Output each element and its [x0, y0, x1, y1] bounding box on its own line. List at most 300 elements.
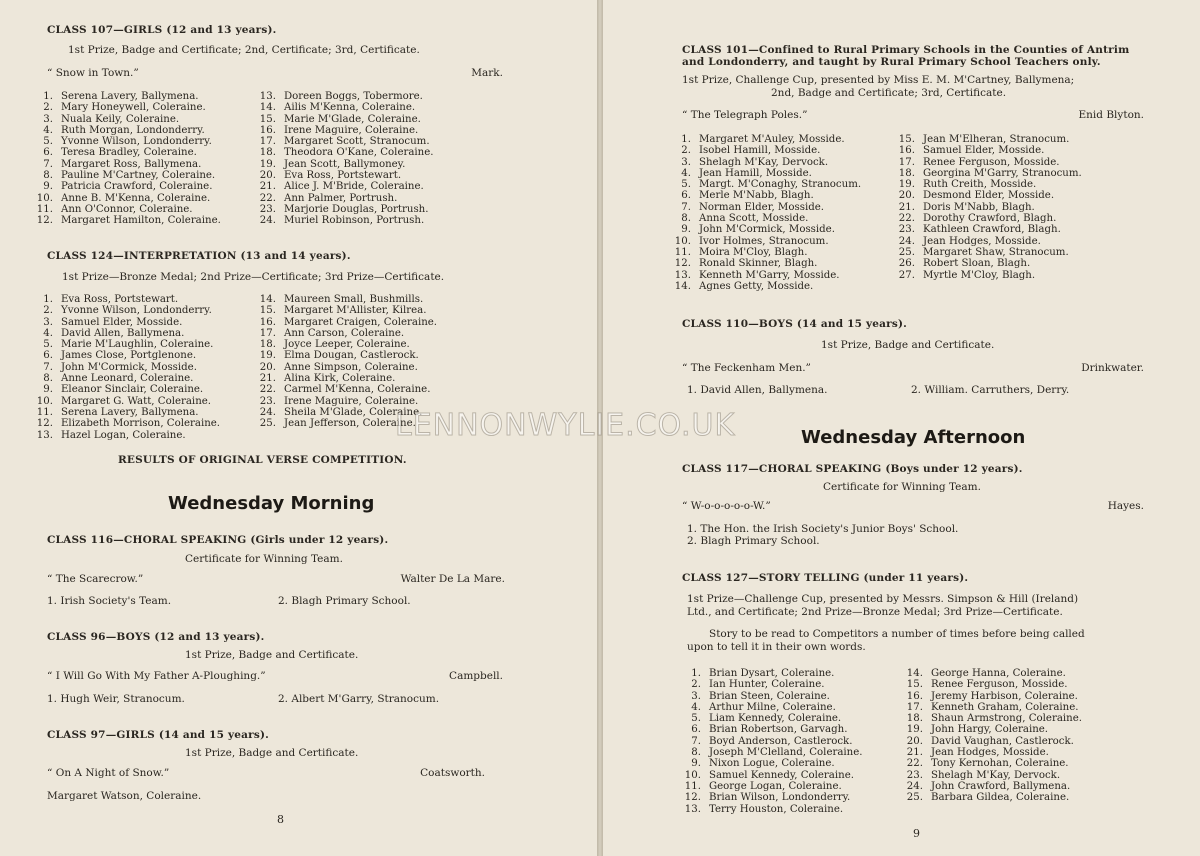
list-item-number: 14. — [259, 102, 276, 114]
class-116-result-1: 1. Irish Society's Team. — [47, 595, 172, 607]
list-item-name: Marjorie Douglas, Portrush. — [284, 203, 429, 215]
list-item-name: Pauline M'Cartney, Coleraine. — [61, 170, 216, 182]
list-item — [254, 125, 434, 136]
list-item-number: 19. — [906, 724, 923, 736]
list-item-name: Anne B. M'Kenna, Coleraine. — [61, 192, 211, 204]
list-item — [669, 134, 861, 145]
list-item-name: Shelagh M'Kay, Dervock. — [931, 769, 1061, 781]
list-item-name: Ailis M'Kenna, Coleraine. — [284, 102, 416, 114]
list-item-number: 11. — [36, 406, 53, 418]
list-item — [669, 247, 861, 258]
list-item — [669, 236, 861, 247]
list-item — [893, 236, 1082, 247]
list-item — [254, 170, 434, 181]
list-item-name: Samuel Elder, Mosside. — [61, 316, 183, 328]
class-116-result-2: 2. Blagh Primary School. — [278, 595, 411, 607]
page-right — [602, 0, 1200, 856]
list-item — [679, 804, 863, 815]
list-item — [893, 213, 1082, 224]
list-item — [669, 157, 861, 168]
list-item-name: Kenneth M'Garry, Mosside. — [699, 269, 840, 281]
list-item-number: 22. — [259, 192, 276, 204]
list-item — [669, 281, 861, 292]
list-item — [679, 770, 863, 781]
list-item-number: 15. — [906, 679, 923, 691]
list-item — [679, 724, 863, 735]
list-item-name: Alice J. M'Bride, Coleraine. — [284, 181, 424, 193]
list-item — [254, 102, 434, 113]
class-117-author: Hayes. — [1107, 500, 1144, 512]
list-item-number: 4. — [43, 124, 53, 136]
list-item-name: Margaret M'Auley, Mosside. — [699, 134, 845, 145]
list-item-name: Eleanor Sinclair, Coleraine. — [61, 384, 204, 396]
list-item-name: Margt. M'Conaghy, Stranocum. — [699, 179, 862, 191]
list-item-name: Samuel Kennedy, Coleraine. — [709, 769, 854, 781]
list-item — [254, 350, 437, 361]
list-item-number: 13. — [259, 91, 276, 102]
class-97-heading: CLASS 97—GIRLS (14 and 15 years). — [47, 729, 270, 741]
list-item-number: 16. — [259, 316, 276, 328]
class-110-heading: CLASS 110—BOYS (14 and 15 years). — [682, 318, 908, 330]
list-item — [254, 114, 434, 125]
list-item — [254, 305, 437, 316]
list-item — [679, 668, 863, 679]
list-item-number: 23. — [259, 395, 276, 407]
list-item — [901, 702, 1082, 713]
class-127-note-1: Story to be read to Competitors a number of times before being called — [709, 628, 1085, 640]
list-item — [893, 202, 1082, 213]
list-item-number: 5. — [43, 339, 53, 351]
list-item-number: 18. — [898, 167, 915, 179]
list-item — [254, 294, 437, 305]
list-item-number: 12. — [674, 258, 691, 270]
list-item-name: Ann Carson, Coleraine. — [284, 327, 405, 339]
list-item — [679, 679, 863, 690]
list-item-name: Isobel Hamill, Mosside. — [699, 145, 821, 157]
list-item-number: 23. — [906, 769, 923, 781]
list-item-number: 2. — [43, 305, 53, 317]
list-item — [893, 190, 1082, 201]
list-item — [669, 168, 861, 179]
session-heading-morning: Wednesday Morning — [168, 493, 375, 514]
list-item-name: Brian Robertson, Garvagh. — [709, 724, 848, 736]
list-item-name: Eva Ross, Portstewart. — [284, 170, 402, 182]
original-verse-results: RESULTS OF ORIGINAL VERSE COMPETITION. — [118, 454, 407, 466]
list-item-name: Elma Dougan, Castlerock. — [284, 350, 419, 362]
class-127-list-col1 — [679, 668, 863, 815]
list-item-number: 19. — [259, 158, 276, 170]
list-item-name: Ruth Morgan, Londonderry. — [61, 124, 205, 136]
list-item-number: 6. — [43, 350, 53, 362]
list-item-name: Alina Kirk, Coleraine. — [284, 373, 396, 385]
list-item-name: Norman Elder, Mosside. — [699, 201, 824, 213]
page-left — [0, 0, 598, 856]
list-item — [901, 679, 1082, 690]
list-item — [669, 213, 861, 224]
class-96-author: Campbell. — [449, 670, 503, 682]
list-item-number: 25. — [906, 792, 923, 804]
list-item-name: Hazel Logan, Coleraine. — [61, 429, 186, 441]
list-item — [893, 145, 1082, 156]
list-item-name: Agnes Getty, Mosside. — [699, 280, 814, 292]
list-item — [254, 204, 434, 215]
list-item-number: 19. — [259, 350, 276, 362]
list-item-number: 14. — [259, 294, 276, 305]
list-item — [254, 91, 434, 102]
list-item-number: 17. — [906, 701, 923, 713]
list-item — [31, 159, 221, 170]
list-item-number: 1. — [681, 134, 691, 145]
list-item-name: Patricia Crawford, Coleraine. — [61, 181, 213, 193]
list-item-number: 6. — [691, 724, 701, 736]
class-124-heading: CLASS 124—INTERPRETATION (13 and 14 years). — [47, 250, 351, 262]
class-127-prizes-1: 1st Prize—Challenge Cup, presented by Messrs. Simpson & Hill (Ireland) — [687, 593, 1079, 605]
list-item-number: 7. — [43, 361, 53, 373]
list-item — [254, 136, 434, 147]
list-item-number: 20. — [898, 190, 915, 202]
class-101-list-col2 — [893, 134, 1082, 281]
list-item-number: 1. — [43, 91, 53, 102]
class-117-heading: CLASS 117—CHORAL SPEAKING (Boys under 12 years). — [682, 463, 1023, 475]
list-item — [31, 102, 221, 113]
list-item-number: 17. — [259, 136, 276, 148]
list-item-name: Brian Dysart, Coleraine. — [709, 668, 835, 679]
list-item-number: 15. — [259, 305, 276, 317]
list-item-name: Samuel Elder, Mosside. — [923, 145, 1045, 157]
class-107-piece: “ Snow in Town.” — [47, 67, 139, 79]
list-item-name: Serena Lavery, Ballymena. — [61, 406, 199, 418]
class-97-piece: “ On A Night of Snow.” — [47, 767, 170, 779]
list-item-number: 22. — [906, 758, 923, 770]
list-item-name: Marie M'Laughlin, Coleraine. — [61, 339, 214, 351]
list-item-name: Anne Simpson, Coleraine. — [284, 361, 418, 373]
list-item — [901, 691, 1082, 702]
list-item-number: 11. — [684, 780, 701, 792]
class-124-list-col1 — [31, 294, 220, 441]
list-item-number: 5. — [681, 179, 691, 191]
list-item-name: Myrtle M'Cloy, Blagh. — [923, 269, 1036, 281]
list-item-name: Ian Hunter, Coleraine. — [709, 679, 825, 691]
class-107-heading: CLASS 107—GIRLS (12 and 13 years). — [47, 24, 277, 36]
list-item-name: Theodora O'Kane, Coleraine. — [284, 147, 434, 159]
class-96-heading: CLASS 96—BOYS (12 and 13 years). — [47, 631, 265, 643]
list-item-number: 24. — [898, 235, 915, 247]
list-item — [31, 328, 220, 339]
list-item-number: 5. — [691, 713, 701, 725]
list-item-name: Anna Scott, Mosside. — [699, 213, 809, 225]
list-item — [901, 770, 1082, 781]
list-item-number: 26. — [898, 258, 915, 270]
list-item — [31, 418, 220, 429]
list-item-number: 14. — [906, 668, 923, 679]
list-item — [31, 294, 220, 305]
list-item-name: Shaun Armstrong, Coleraine. — [931, 713, 1082, 725]
class-116-prizes: Certificate for Winning Team. — [185, 553, 343, 565]
list-item-name: Jean Hodges, Mosside. — [931, 747, 1049, 759]
list-item — [893, 270, 1082, 281]
list-item-number: 7. — [681, 201, 691, 213]
list-item-name: Joyce Leeper, Coleraine. — [284, 339, 410, 351]
class-117-result-2: 2. Blagh Primary School. — [687, 535, 820, 547]
class-96-piece: “ I Will Go With My Father A-Ploughing.” — [47, 670, 266, 682]
list-item-name: Irene Maguire, Coleraine. — [284, 124, 419, 136]
list-item-number: 8. — [681, 213, 691, 225]
list-item-name: George Logan, Coleraine. — [709, 780, 842, 792]
list-item — [31, 373, 220, 384]
list-item-number: 12. — [36, 418, 53, 430]
list-item-name: Yvonne Wilson, Londonderry. — [61, 305, 212, 317]
list-item-name: Anne Leonard, Coleraine. — [61, 373, 194, 385]
list-item-name: Boyd Anderson, Castlerock. — [709, 735, 853, 747]
list-item — [901, 792, 1082, 803]
class-117-result-1: 1. The Hon. the Irish Society's Junior Boys' School. — [687, 523, 959, 535]
list-item-name: Irene Maguire, Coleraine. — [284, 395, 419, 407]
list-item — [669, 179, 861, 190]
list-item — [31, 147, 221, 158]
list-item-name: Jean M'Elheran, Stranocum. — [923, 134, 1070, 145]
list-item-number: 9. — [43, 384, 53, 396]
list-item-number: 4. — [43, 327, 53, 339]
list-item — [254, 328, 437, 339]
list-item-number: 10. — [684, 769, 701, 781]
class-116-heading: CLASS 116—CHORAL SPEAKING (Girls under 12 years). — [47, 534, 389, 546]
list-item-number: 6. — [43, 147, 53, 159]
list-item — [901, 747, 1082, 758]
list-item-name: Muriel Robinson, Portrush. — [284, 215, 425, 227]
list-item-name: Margaret Scott, Stranocum. — [284, 136, 430, 148]
list-item-name: Elizabeth Morrison, Coleraine. — [61, 418, 221, 430]
list-item-name: Jean Hamill, Mosside. — [699, 167, 812, 179]
list-item — [31, 305, 220, 316]
list-item-number: 2. — [681, 145, 691, 157]
class-101-piece: “ The Telegraph Poles.” — [682, 109, 808, 121]
class-110-result-1: 1. David Allen, Ballymena. — [687, 384, 828, 396]
list-item-number: 17. — [259, 327, 276, 339]
list-item-name: Ann O'Connor, Coleraine. — [61, 203, 193, 215]
list-item — [31, 339, 220, 350]
list-item — [31, 350, 220, 361]
class-127-heading: CLASS 127—STORY TELLING (under 11 years). — [682, 572, 969, 584]
class-127-note-2: upon to tell it in their own words. — [687, 641, 866, 653]
class-107-list-col2 — [254, 91, 434, 227]
list-item — [31, 114, 221, 125]
list-item — [254, 317, 437, 328]
list-item-name: Ivor Holmes, Stranocum. — [699, 235, 829, 247]
list-item-name: Nuala Keily, Coleraine. — [61, 113, 180, 125]
list-item-number: 8. — [691, 747, 701, 759]
list-item — [31, 193, 221, 204]
list-item — [669, 190, 861, 201]
class-124-list-col2 — [254, 294, 437, 430]
page-number-left: 8 — [277, 813, 284, 826]
class-96-result-1: 1. Hugh Weir, Stranocum. — [47, 693, 185, 705]
list-item — [254, 193, 434, 204]
list-item-name: David Allen, Ballymena. — [61, 327, 185, 339]
list-item — [254, 181, 434, 192]
list-item-name: Renee Ferguson, Mosside. — [923, 156, 1060, 168]
list-item — [669, 258, 861, 269]
list-item-name: James Close, Portglenone. — [61, 350, 197, 362]
list-item-name: Merle M'Nabb, Blagh. — [699, 190, 814, 202]
list-item — [669, 202, 861, 213]
list-item-name: Nixon Logue, Coleraine. — [709, 758, 835, 770]
list-item — [901, 713, 1082, 724]
list-item-name: Ruth Creith, Mosside. — [923, 179, 1037, 191]
list-item-name: Desmond Elder, Mosside. — [923, 190, 1055, 202]
list-item — [31, 91, 221, 102]
list-item-number: 23. — [259, 203, 276, 215]
session-heading-afternoon: Wednesday Afternoon — [801, 427, 1026, 448]
list-item-number: 15. — [259, 113, 276, 125]
list-item-name: George Hanna, Coleraine. — [931, 668, 1066, 679]
list-item — [31, 170, 221, 181]
list-item — [679, 792, 863, 803]
class-107-prizes: 1st Prize, Badge and Certificate; 2nd, Certificate; 3rd, Certificate. — [68, 44, 420, 56]
list-item-name: Margaret Ross, Ballymena. — [61, 158, 202, 170]
list-item-number: 1. — [43, 294, 53, 305]
class-124-prizes: 1st Prize—Bronze Medal; 2nd Prize—Certificate; 3rd Prize—Certificate. — [62, 271, 445, 283]
list-item-name: Doreen Boggs, Tobermore. — [284, 91, 423, 102]
class-110-piece: “ The Feckenham Men.” — [682, 362, 811, 374]
class-117-piece: “ W-o-o-o-o-o-W.” — [682, 500, 771, 512]
list-item-number: 15. — [898, 134, 915, 145]
list-item-number: 1. — [691, 668, 701, 679]
list-item — [679, 713, 863, 724]
list-item — [31, 362, 220, 373]
list-item-number: 11. — [674, 246, 691, 258]
list-item-number: 23. — [898, 224, 915, 236]
list-item-name: David Vaughan, Castlerock. — [931, 735, 1074, 747]
list-item — [254, 362, 437, 373]
list-item-number: 16. — [259, 124, 276, 136]
list-item-name: Moira M'Cloy, Blagh. — [699, 246, 808, 258]
list-item-name: Kathleen Crawford, Blagh. — [923, 224, 1061, 236]
list-item-number: 24. — [906, 780, 923, 792]
list-item-name: Brian Wilson, Londonderry. — [709, 792, 851, 804]
list-item-number: 21. — [898, 201, 915, 213]
list-item — [901, 781, 1082, 792]
list-item-name: Yvonne Wilson, Londonderry. — [61, 136, 212, 148]
list-item-number: 9. — [681, 224, 691, 236]
list-item-number: 18. — [906, 713, 923, 725]
list-item-name: Doris M'Nabb, Blagh. — [923, 201, 1035, 213]
list-item-number: 10. — [36, 192, 53, 204]
list-item — [254, 407, 437, 418]
list-item — [254, 147, 434, 158]
list-item — [893, 157, 1082, 168]
list-item-name: Margaret M'Allister, Kilrea. — [284, 305, 427, 317]
class-117-prizes: Certificate for Winning Team. — [823, 481, 981, 493]
list-item-name: Dorothy Crawford, Blagh. — [923, 213, 1057, 225]
list-item-name: Eva Ross, Portstewart. — [61, 294, 179, 305]
list-item-name: Georgina M'Garry, Stranocum. — [923, 167, 1082, 179]
list-item-name: Jean Hodges, Mosside. — [923, 235, 1041, 247]
list-item — [679, 736, 863, 747]
list-item — [31, 136, 221, 147]
list-item-number: 9. — [691, 758, 701, 770]
list-item-number: 14. — [674, 280, 691, 292]
class-101-list-col1 — [669, 134, 861, 292]
list-item-number: 21. — [259, 181, 276, 193]
list-item-number: 5. — [43, 136, 53, 148]
list-item-number: 6. — [681, 190, 691, 202]
list-item-number: 12. — [684, 792, 701, 804]
class-110-result-2: 2. William. Carruthers, Derry. — [911, 384, 1070, 396]
list-item-number: 3. — [681, 156, 691, 168]
list-item-number: 7. — [691, 735, 701, 747]
class-107-author: Mark. — [471, 67, 503, 79]
class-97-prizes: 1st Prize, Badge and Certificate. — [185, 747, 359, 759]
list-item-number: 18. — [259, 339, 276, 351]
list-item — [31, 384, 220, 395]
list-item-name: Carmel M'Kenna, Coleraine. — [284, 384, 431, 396]
list-item-name: Liam Kennedy, Coleraine. — [709, 713, 842, 725]
list-item — [31, 396, 220, 407]
list-item-number: 13. — [684, 803, 701, 815]
list-item-number: 13. — [674, 269, 691, 281]
list-item — [893, 168, 1082, 179]
class-116-author: Walter De La Mare. — [400, 573, 505, 585]
list-item-number: 20. — [906, 735, 923, 747]
list-item-number: 7. — [43, 158, 53, 170]
list-item-number: 25. — [898, 246, 915, 258]
list-item — [31, 430, 220, 441]
list-item-name: Ronald Skinner, Blagh. — [699, 258, 818, 270]
list-item — [254, 373, 437, 384]
list-item-number: 20. — [259, 170, 276, 182]
list-item — [893, 224, 1082, 235]
list-item-number: 17. — [898, 156, 915, 168]
list-item-number: 4. — [691, 701, 701, 713]
list-item-number: 12. — [36, 215, 53, 227]
list-item-number: 11. — [36, 203, 53, 215]
list-item — [679, 781, 863, 792]
list-item-name: John Hargy, Coleraine. — [931, 724, 1049, 736]
class-101-heading-2: and Londonderry, and taught by Rural Primary School Teachers only. — [682, 56, 1101, 68]
list-item — [893, 134, 1082, 145]
list-item-number: 10. — [36, 395, 53, 407]
list-item-number: 13. — [36, 429, 53, 441]
list-item-number: 3. — [691, 690, 701, 702]
list-item — [254, 215, 434, 226]
list-item-name: Ann Palmer, Portrush. — [284, 192, 398, 204]
class-127-list-col2 — [901, 668, 1082, 804]
list-item-name: Shelagh M'Kay, Dervock. — [699, 156, 829, 168]
list-item — [893, 258, 1082, 269]
list-item-number: 8. — [43, 170, 53, 182]
list-item-name: Tony Kernohan, Coleraine. — [931, 758, 1069, 770]
list-item-name: Maureen Small, Bushmills. — [284, 294, 424, 305]
list-item-name: Barbara Gildea, Coleraine. — [931, 792, 1070, 804]
list-item-name: Robert Sloan, Blagh. — [923, 258, 1031, 270]
page-number-right: 9 — [913, 827, 920, 840]
list-item-number: 3. — [43, 316, 53, 328]
list-item-name: Joseph M'Clelland, Coleraine. — [709, 747, 863, 759]
list-item-name: Margaret Hamilton, Coleraine. — [61, 215, 221, 227]
list-item — [31, 215, 221, 226]
list-item-number: 19. — [898, 179, 915, 191]
list-item — [679, 758, 863, 769]
list-item-number: 2. — [691, 679, 701, 691]
list-item-number: 25. — [259, 418, 276, 430]
class-110-author: Drinkwater. — [1081, 362, 1144, 374]
list-item — [901, 758, 1082, 769]
list-item-name: Terry Houston, Coleraine. — [709, 803, 844, 815]
class-101-author: Enid Blyton. — [1078, 109, 1144, 121]
list-item-number: 22. — [898, 213, 915, 225]
list-item — [31, 181, 221, 192]
list-item-number: 22. — [259, 384, 276, 396]
